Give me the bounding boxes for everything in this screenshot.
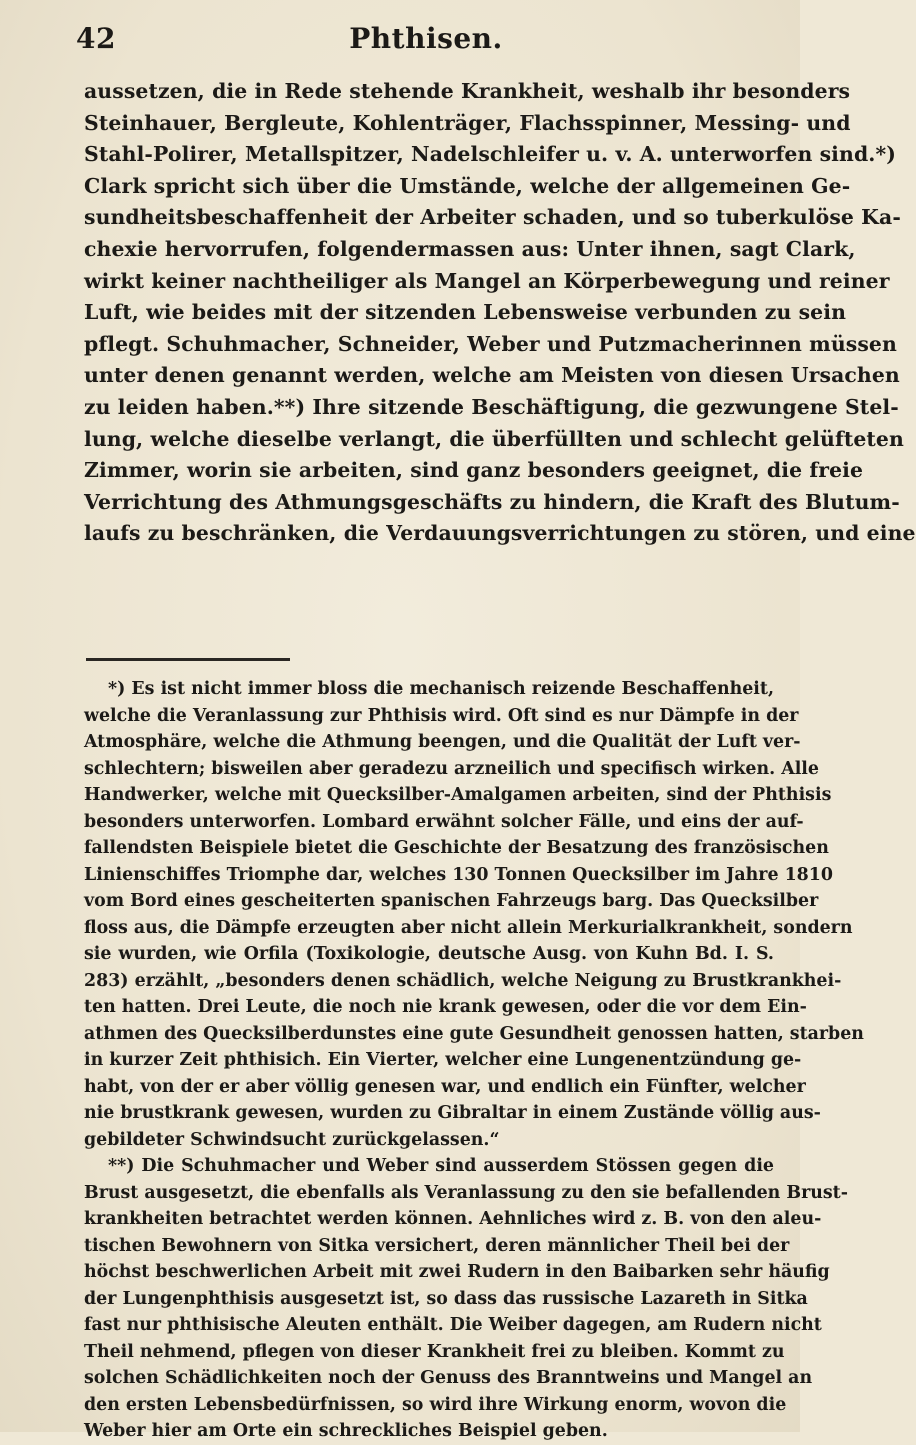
footnote-line: 283) erzählt, „besonders denen schädlich, welche Neigung zu Brustkrankhei- (84, 970, 842, 991)
text-line: Clark spricht sich über die Umstände, welche der allgemeinen Ge- (84, 173, 851, 198)
footnote-line: floss aus, die Dämpfe erzeugten aber nicht allein Merkurialkrankheit, sondern (84, 917, 853, 938)
footnote-line: Handwerker, welche mit Quecksilber-Amalgamen arbeiten, sind der Phthisis (84, 785, 832, 805)
text-line: Zimmer, worin sie arbeiten, sind ganz besonders geeignet, die freie (84, 458, 864, 483)
footnote-line: habt, von der er aber völlig genesen war, und endlich ein Fünfter, welcher (84, 1076, 806, 1097)
footnote-1 (84, 676, 864, 1153)
footnote-line: athmen des Quecksilberdunstes eine gute Gesundheit genossen hatten, starben (84, 1023, 864, 1044)
footnote-line: Brust ausgesetzt, die ebenfalls als Veranlassung zu den sie befallenden Brust- (84, 1182, 848, 1203)
text-line: unter denen genannt werden, welche am Meisten von diesen Ursachen (84, 363, 900, 388)
text-line: zu leiden haben.**) Ihre sitzende Beschäftigung, die gezwungene Stel- (84, 394, 899, 419)
footnote-line: höchst beschwerlichen Arbeit mit zwei Rudern in den Baibarken sehr häufig (84, 1262, 830, 1282)
footnote-line: besonders unterworfen. Lombard erwähnt solcher Fälle, und eins der auf- (84, 811, 804, 832)
footnotes (84, 676, 864, 1445)
footnote-line: solchen Schädlichkeiten noch der Genuss des Branntweins und Mangel an (84, 1368, 813, 1388)
footnote-line: schlechtern; bisweilen aber geradezu arzneilich und specifisch wirken. Alle (84, 758, 819, 779)
running-head: Phthisen. (349, 22, 503, 55)
page-number: 42 (76, 22, 116, 55)
text-line: pflegt. Schuhmacher, Schneider, Weber und Putzmacherinnen müssen (84, 331, 897, 356)
page-header (76, 22, 776, 62)
footnote-line: Weber hier am Orte ein schreckliches Beispiel geben. (84, 1421, 608, 1441)
footnote-line: gebildeter Schwindsucht zurückgelassen.“ (84, 1129, 500, 1150)
footnote-line: ten hatten. Drei Leute, die noch nie krank gewesen, oder die vor dem Ein- (84, 997, 807, 1017)
text-line: Stahl-Polirer, Metallspitzer, Nadelschleifer u. v. A. unterworfen sind.*) (84, 142, 897, 167)
main-text (84, 76, 916, 550)
text-line: lung, welche dieselbe verlangt, die überfüllten und schlecht gelüfteten (84, 426, 904, 451)
footnote-line: Atmosphäre, welche die Athmung beengen, und die Qualität der Luft ver- (84, 732, 801, 752)
footnote-line: tischen Bewohnern von Sitka versichert, deren männlicher Theil bei der (84, 1235, 790, 1256)
footnote-line: den ersten Lebensbedürfnissen, so wird ihre Wirkung enorm, wovon die (84, 1394, 787, 1415)
footnote-2 (84, 1153, 848, 1445)
footnote-line: vom Bord eines gescheiterten spanischen Fahrzeugs barg. Das Quecksilber (84, 891, 819, 911)
text-line: Verrichtung des Athmungsgeschäfts zu hindern, die Kraft des Blutum- (84, 489, 900, 514)
footnote-line: fallendsten Beispiele bietet die Geschichte der Besatzung des französischen (84, 838, 829, 858)
main-paragraph (84, 76, 916, 550)
footnote-line: *) Es ist nicht immer bloss die mechanisch reizende Beschaffenheit, (108, 679, 774, 699)
text-line: Luft, wie beides mit der sitzenden Lebensweise verbunden zu sein (84, 300, 847, 325)
text-line: Steinhauer, Bergleute, Kohlenträger, Flachsspinner, Messing- und (84, 110, 851, 135)
text-line: chexie hervorrufen, folgendermassen aus: Unter ihnen, sagt Clark, (84, 236, 856, 261)
footnote-line: Theil nehmend, pflegen von dieser Krankheit frei zu bleiben. Kommt zu (84, 1341, 785, 1362)
footnote-line: **) Die Schuhmacher und Weber sind ausserdem Stössen gegen die (108, 1156, 774, 1176)
footnote-line: welche die Veranlassung zur Phthisis wird. Oft sind es nur Dämpfe in der (84, 705, 799, 726)
footnote-line: sie wurden, wie Orfila (Toxikologie, deutsche Ausg. von Kuhn Bd. I. S. (84, 944, 774, 964)
footnote-line: fast nur phthisische Aleuten enthält. Die Weiber dagegen, am Rudern nicht (84, 1315, 822, 1335)
footnote-divider (86, 658, 290, 661)
text-line: sundheitsbeschaffenheit der Arbeiter schaden, und so tuberkulöse Ka- (84, 205, 901, 230)
text-line: wirkt keiner nachtheiliger als Mangel an Körperbewegung und reiner (84, 268, 890, 293)
text-line: laufs zu beschränken, die Verdauungsverrichtungen zu stören, und eine (84, 521, 916, 546)
footnote-line: nie brustkrank gewesen, wurden zu Gibraltar in einem Zustände völlig aus- (84, 1103, 821, 1123)
footnote-line: der Lungenphthisis ausgesetzt ist, so dass das russische Lazareth in Sitka (84, 1288, 808, 1309)
footnote-line: in kurzer Zeit phthisich. Ein Vierter, welcher eine Lungenentzündung ge- (84, 1050, 802, 1070)
text-line: aussetzen, die in Rede stehende Krankheit, weshalb ihr besonders (84, 79, 851, 103)
footnote-line: krankheiten betrachtet werden können. Aehnliches wird z. B. von den aleu- (84, 1209, 822, 1229)
footnote-line: Linienschiffes Triomphe dar, welches 130 Tonnen Quecksilber im Jahre 1810 (84, 864, 833, 885)
